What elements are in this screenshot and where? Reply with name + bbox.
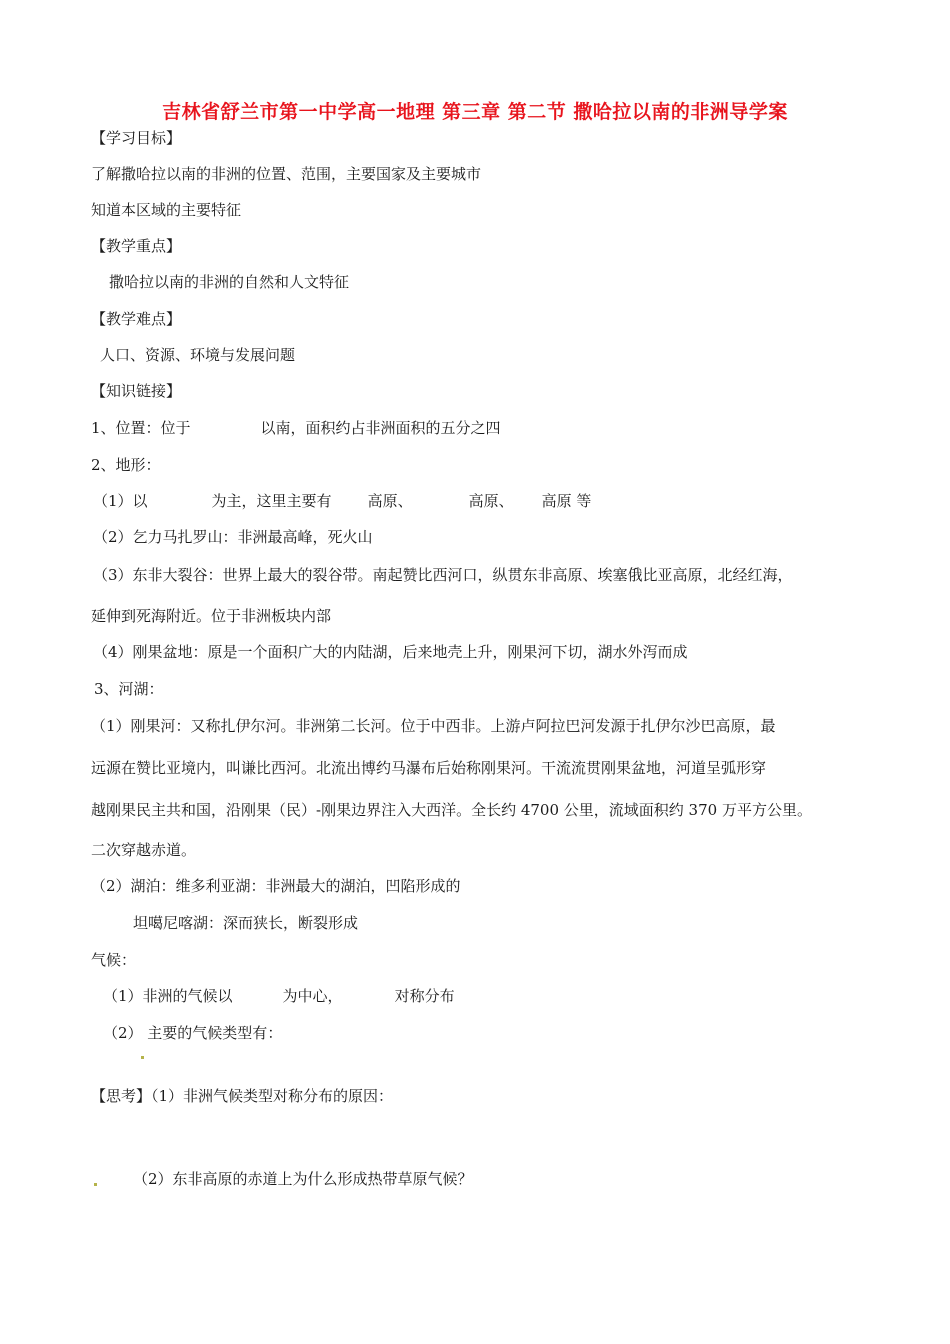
terrain-p1-d: 高原、	[468, 492, 514, 510]
rivers-r2-1: （2）湖泊：维多利亚湖：非洲最大的湖泊，凹陷形成的	[91, 877, 461, 895]
location-b: 以南，面积约占非洲面积的五分之四	[260, 419, 501, 437]
location-line	[91, 418, 501, 438]
objective-2: 知道本区域的主要特征	[91, 201, 242, 219]
terrain-p2: （2）乞力马扎罗山：非洲最高峰，死火山	[93, 528, 373, 546]
rivers-r1-1: （1）刚果河：又称扎伊尔河。非洲第二长河。位于中西非。上游卢阿拉巴河发源于扎伊尔沙巴高原，最	[91, 717, 776, 735]
location-a: 1、位置：位于	[91, 419, 191, 437]
rivers-heading: 3、河湖：	[94, 680, 164, 698]
rivers-r1-2: 远源在赞比亚境内，叫谦比西河。北流出博约马瀑布后始称刚果河。干流流贯刚果盆地，河道呈弧形穿	[91, 759, 767, 777]
terrain-p3-2: 延伸到死海附近。位于非洲板块内部	[91, 607, 332, 625]
key-heading: 【教学重点】	[91, 237, 182, 255]
climate-c2: （2） 主要的气候类型有：	[103, 1024, 283, 1042]
terrain-p3-1: （3）东非大裂谷：世界上最大的裂谷带。南起赞比西河口，纵贯东非高原、埃塞俄比亚高原，北经红海，	[93, 566, 793, 584]
objective-1: 了解撒哈拉以南的非洲的位置、范围，主要国家及主要城市	[91, 165, 482, 183]
terrain-p1	[93, 491, 591, 511]
rivers-r1-4: 二次穿越赤道。	[91, 841, 197, 859]
climate-c1	[103, 986, 455, 1006]
terrain-p1-e: 高原 等	[541, 492, 592, 510]
climate-c1-c: 对称分布	[394, 987, 455, 1005]
terrain-p1-b: 为主，这里主要有	[211, 492, 332, 510]
objectives-heading: 【学习目标】	[91, 129, 182, 147]
key-1: 撒哈拉以南的非洲的自然和人文特征	[109, 273, 350, 291]
thinking-t1: 【思考】（1）非洲气候类型对称分布的原因：	[91, 1087, 394, 1105]
rivers-r2-2: 坦噶尼喀湖：深而狭长，断裂形成	[133, 914, 359, 932]
rivers-r1-3: 越刚果民主共和国，沿刚果（民）-刚果边界注入大西洋。全长约 4700 公里，流域面积约 370 万平方公里。	[91, 801, 812, 819]
difficulty-heading: 【教学难点】	[91, 310, 182, 328]
page-title: 吉林省舒兰市第一中学高一地理 第三章 第二节 撒哈拉以南的非洲导学案	[162, 101, 788, 123]
climate-c1-b: 为中心，	[282, 987, 343, 1005]
climate-c1-a: （1）非洲的气候以	[103, 987, 233, 1005]
climate-heading: 气候：	[91, 951, 137, 969]
link-heading: 【知识链接】	[91, 382, 182, 400]
difficulty-1: 人口、资源、环境与发展问题	[100, 346, 296, 364]
terrain-p1-c: 高原、	[367, 492, 413, 510]
terrain-heading: 2、地形：	[91, 456, 161, 474]
decorative-dot	[141, 1056, 144, 1059]
terrain-p1-a: （1）以	[93, 492, 148, 510]
terrain-p4: （4）刚果盆地：原是一个面积广大的内陆湖，后来地壳上升，刚果河下切，湖水外泻而成	[93, 643, 688, 661]
decorative-dot	[94, 1183, 97, 1186]
thinking-t2: （2）东非高原的赤道上为什么形成热带草原气候？	[133, 1170, 473, 1188]
